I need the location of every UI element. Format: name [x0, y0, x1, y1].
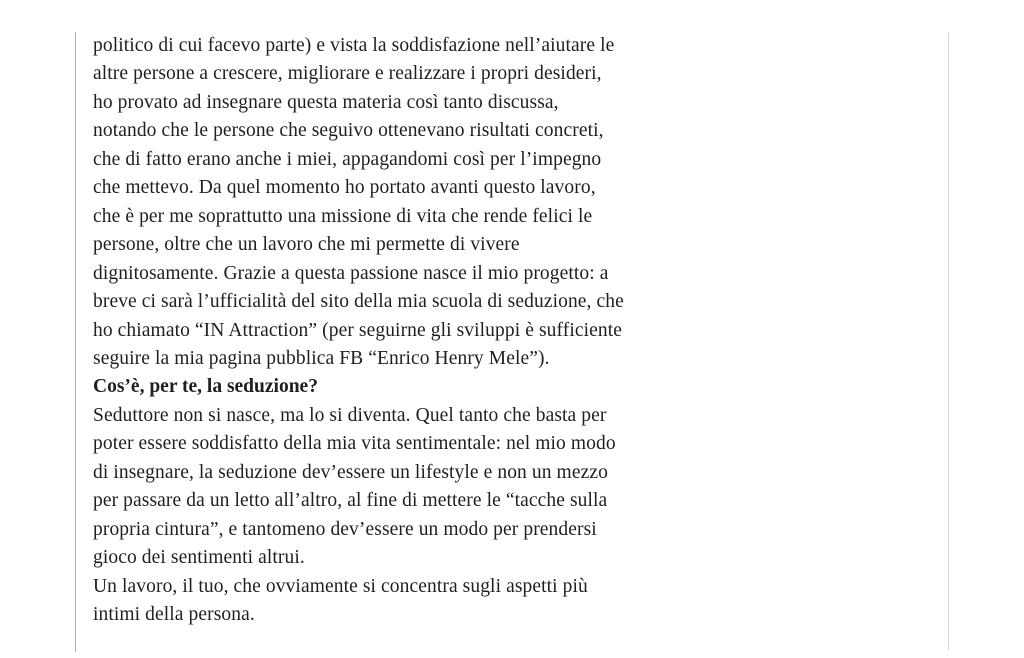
text-line: persone, oltre che un lavoro che mi permette di vivere	[93, 234, 520, 256]
text-line: breve ci sarà l’ufficialità del sito della mia scuola di seduzione, che	[93, 291, 624, 313]
text-line: dignitosamente. Grazie a questa passione nasce il mio progetto: a	[93, 262, 609, 284]
text-line: seguire la mia pagina pubblica FB “Enrico Henry Mele”).	[93, 347, 550, 369]
text-line: Un lavoro, il tuo, che ovviamente si concentra sugli aspetti più	[93, 575, 588, 597]
right-page-rule	[948, 33, 949, 650]
text-line: di insegnare, la seduzione dev’essere un lifestyle e non un mezzo	[93, 461, 608, 483]
text-line: poter essere soddisfatto della mia vita sentimentale: nel mio modo	[93, 433, 616, 455]
text-line: altre persone a crescere, migliorare e realizzare i propri desideri,	[93, 63, 602, 85]
text-line: notando che le persone che seguivo ottenevano risultati concreti,	[93, 120, 604, 142]
text-line: politico di cui facevo parte) e vista la soddisfazione nell’aiutare le	[93, 35, 615, 56]
text-line: propria cintura”, e tantomeno dev’essere un modo per prendersi	[93, 518, 597, 540]
body-text-block	[93, 32, 653, 630]
text-line: che di fatto erano anche i miei, appagandomi così per l’impegno	[93, 148, 602, 170]
text-line: ho chiamato “IN Attraction” (per seguirne gli sviluppi è sufficiente	[93, 319, 622, 341]
text-line: per passare da un letto all’altro, al fine di mettere le “tacche sulla	[93, 490, 608, 512]
left-page-rule	[75, 32, 76, 652]
text-line: gioco dei sentimenti altrui.	[93, 547, 305, 569]
text-line: ho provato ad insegnare questa materia così tanto discussa,	[93, 91, 559, 113]
text-line: intimi della persona.	[93, 604, 255, 626]
interview-question-line: Cos’è, per te, la seduzione?	[93, 376, 318, 398]
text-line: che è per me soprattutto una missione di vita che rende felici le	[93, 205, 593, 227]
text-line: Seduttore non si nasce, ma lo si diventa. Quel tanto che basta per	[93, 404, 607, 426]
text-line: che mettevo. Da quel momento ho portato avanti questo lavoro,	[93, 177, 596, 199]
